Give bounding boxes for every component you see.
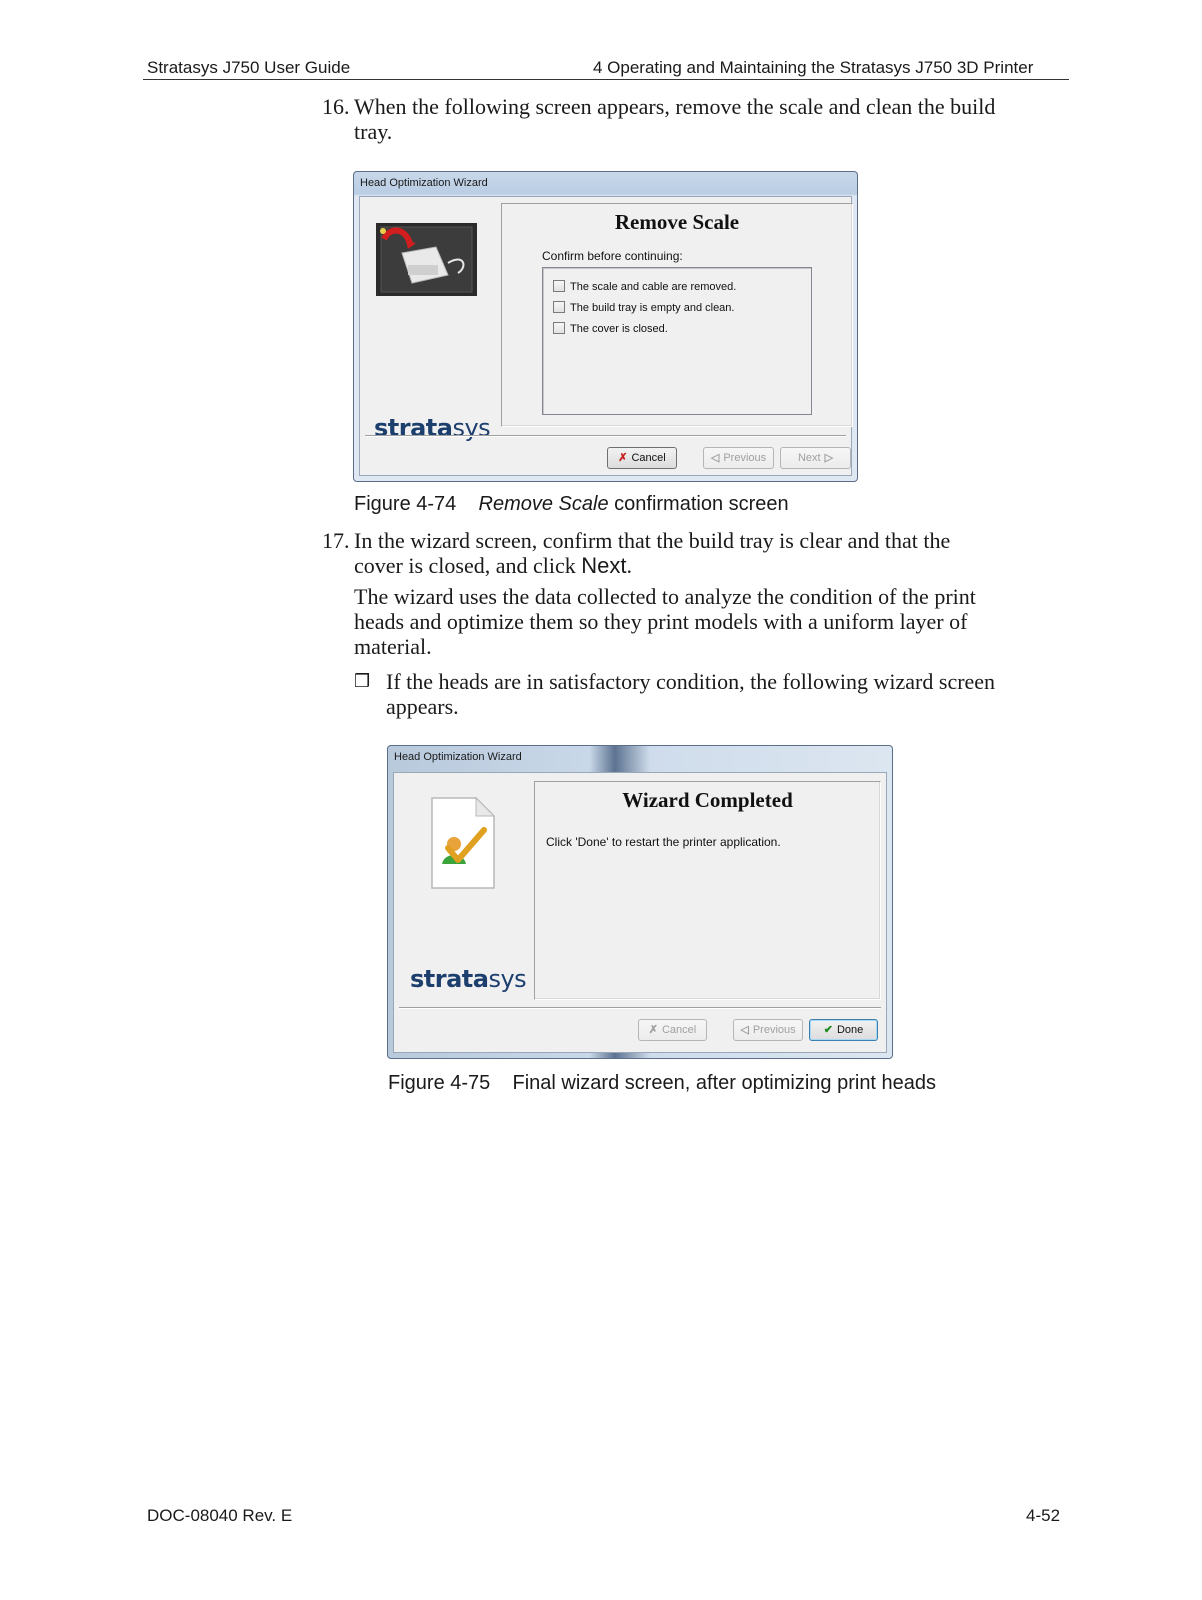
step-text-line-1: When the following screen appears, remove the scale and clean the build bbox=[354, 94, 996, 119]
dialog-title: Head Optimization Wizard bbox=[360, 177, 488, 189]
dialog-client-area bbox=[359, 196, 852, 476]
panel-title: Wizard Completed bbox=[622, 788, 793, 812]
figure-74-caption bbox=[354, 493, 789, 516]
confirm-prompt: Confirm before continuing: bbox=[542, 249, 683, 263]
dialog-title: Head Optimization Wizard bbox=[394, 751, 522, 763]
checkbox-label: The build tray is empty and clean. bbox=[570, 302, 735, 314]
next-button[interactable] bbox=[780, 447, 851, 469]
done-label: Done bbox=[836, 1024, 864, 1036]
cancel-button[interactable] bbox=[638, 1019, 707, 1041]
figure-italic-term: Remove Scale bbox=[478, 493, 609, 515]
footer-page-number: 4-52 bbox=[1026, 1506, 1061, 1525]
wizard-content-panel bbox=[534, 781, 881, 1000]
next-label: Next bbox=[797, 452, 821, 464]
previous-button[interactable] bbox=[733, 1019, 803, 1041]
previous-label: Previous bbox=[752, 1024, 796, 1036]
figure-75-caption bbox=[388, 1072, 936, 1095]
done-button[interactable] bbox=[809, 1019, 878, 1041]
stratasys-logo: stratasys bbox=[410, 965, 527, 993]
step-text-line-2: tray. bbox=[354, 119, 393, 144]
figure-caption-text: confirmation screen bbox=[614, 493, 789, 515]
x-icon: ✗ bbox=[618, 452, 628, 464]
checkbox-tray-clean[interactable] bbox=[553, 301, 734, 314]
cancel-label: Cancel bbox=[661, 1024, 697, 1036]
panel-title: Remove Scale bbox=[614, 210, 740, 234]
paragraph-line: heads and optimize them so they print models with a uniform layer of bbox=[354, 609, 968, 634]
checkbox-cover-closed[interactable] bbox=[553, 322, 668, 335]
running-header-chapter: 4 Operating and Maintaining the Stratasys J750 3D Printer bbox=[593, 58, 1034, 77]
figure-caption-text: Final wizard screen, after optimizing print heads bbox=[512, 1072, 937, 1094]
cancel-button[interactable] bbox=[607, 447, 677, 469]
previous-label: Previous bbox=[723, 452, 767, 464]
footer-doc-id: DOC-08040 Rev. E bbox=[147, 1506, 293, 1525]
step-number: 16. bbox=[322, 94, 350, 119]
paragraph-line: material. bbox=[354, 634, 432, 659]
step-number: 17. bbox=[322, 528, 350, 553]
step-text-line-2: cover is closed, and click Next. bbox=[354, 553, 633, 578]
checkbox-scale-removed[interactable] bbox=[553, 280, 736, 293]
checkbox-label: The scale and cable are removed. bbox=[570, 281, 737, 293]
paragraph-line: The wizard uses the data collected to analyze the condition of the print bbox=[354, 584, 976, 609]
step-text-line-1: In the wizard screen, confirm that the build tray is clear and that the bbox=[354, 528, 951, 553]
left-arrow-icon: ◁ bbox=[740, 1024, 749, 1036]
x-icon: ✗ bbox=[648, 1024, 658, 1036]
scale-removal-illustration bbox=[376, 223, 477, 296]
wizard-description bbox=[354, 584, 1064, 659]
bullet-box-icon: ❒ bbox=[354, 671, 371, 692]
next-keyword: Next bbox=[581, 553, 627, 578]
stratasys-logo: stratasys bbox=[374, 414, 491, 442]
header-rule bbox=[143, 79, 1069, 80]
confirmation-checklist bbox=[542, 267, 812, 415]
running-header-title: Stratasys J750 User Guide bbox=[147, 58, 351, 77]
checkbox-label: The cover is closed. bbox=[570, 323, 668, 335]
figure-label: Figure 4-75 bbox=[388, 1072, 491, 1094]
checkmark-icon: ✔ bbox=[823, 1024, 833, 1036]
wizard-content-panel bbox=[501, 203, 853, 427]
cancel-label: Cancel bbox=[631, 452, 666, 464]
checkbox-box[interactable] bbox=[553, 280, 565, 292]
completion-message: Click 'Done' to restart the printer application. bbox=[546, 835, 781, 849]
button-separator bbox=[399, 1007, 881, 1009]
button-separator bbox=[365, 435, 846, 437]
dialog-client-area bbox=[393, 772, 887, 1053]
checkbox-box[interactable] bbox=[553, 301, 565, 313]
completed-document-icon bbox=[428, 796, 496, 890]
figure-label: Figure 4-74 bbox=[354, 493, 457, 515]
left-arrow-icon: ◁ bbox=[710, 452, 720, 464]
remove-scale-dialog bbox=[353, 171, 858, 482]
previous-button[interactable] bbox=[703, 447, 774, 469]
checkbox-box[interactable] bbox=[553, 322, 565, 334]
bullet-line: If the heads are in satisfactory condition, the following wizard screen bbox=[386, 669, 996, 694]
wizard-completed-dialog bbox=[387, 745, 893, 1059]
right-arrow-icon: ▷ bbox=[824, 452, 834, 464]
bullet-line: appears. bbox=[386, 694, 459, 719]
